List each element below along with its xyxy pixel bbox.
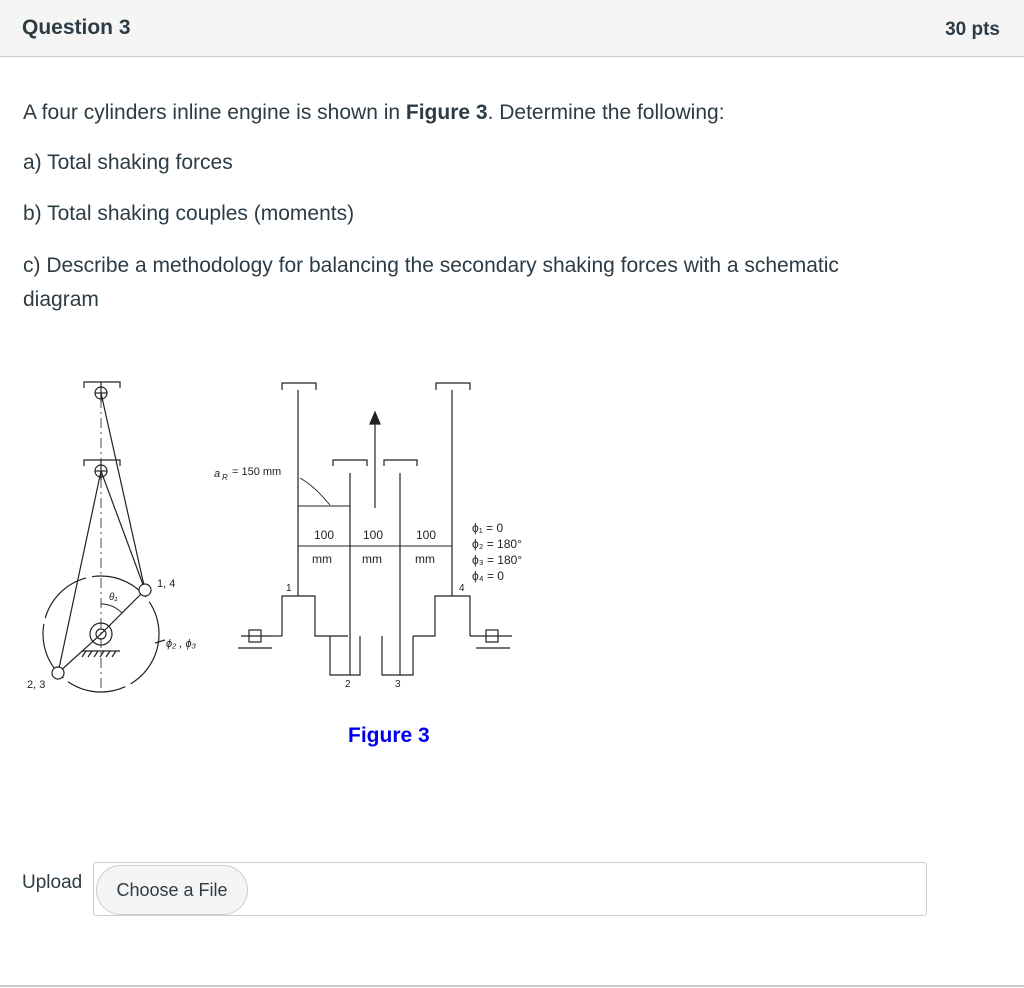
phi4-label: ϕ₄ = 0 [472,569,504,583]
spacing-2-top: 100 [363,528,384,542]
phi2-label: ϕ₂ = 180° [472,537,522,551]
crank-label-1-4: 1, 4 [157,578,176,590]
crank-label-2-3: 2, 3 [27,679,46,691]
intro-prefix: A four cylinders inline engine is shown in [23,101,406,124]
spacing-1-bottom: mm [312,552,332,566]
ar-label-sub: R [222,473,228,482]
throw-1-label: 1 [286,583,292,594]
question-points: 30 pts [945,19,1000,40]
spacing-2-bottom: mm [362,552,382,566]
part-c-line1: c) Describe a methodology for balancing the secondary shaking forces with a schematic [23,254,839,277]
bottom-divider [0,985,1024,987]
throw-2-label: 2 [345,679,351,690]
phi1-label: ϕ₁ = 0 [472,521,504,535]
part-c-line2: diagram [23,288,99,311]
intro-figure-ref: Figure 3 [405,101,488,124]
spacing-1-top: 100 [314,528,335,542]
engine-figure [20,368,560,708]
throw-3-label: 3 [395,679,401,690]
figure-caption: Figure 3 [348,724,430,747]
part-a: a) Total shaking forces [23,151,233,174]
crank-diagram [43,382,165,692]
spacing-3-top: 100 [416,528,437,542]
question-intro [23,96,725,130]
question-title: Question 3 [22,16,131,39]
phi23-label: ϕ₂ , ϕ₃ [166,638,196,650]
theta-label: θ₁ [109,592,118,603]
spacing-3-bottom: mm [415,552,435,566]
ar-label: a [214,468,221,480]
phi3-label: ϕ₃ = 180° [472,553,523,567]
part-b: b) Total shaking couples (moments) [23,202,355,225]
question-header [0,0,1024,57]
choose-file-button[interactable]: Choose a File [96,865,248,915]
throw-4-label: 4 [459,583,465,594]
upload-label: Upload [22,872,83,893]
ar-value: = 150 mm [232,466,282,478]
intro-suffix: . Determine the following: [487,101,725,124]
